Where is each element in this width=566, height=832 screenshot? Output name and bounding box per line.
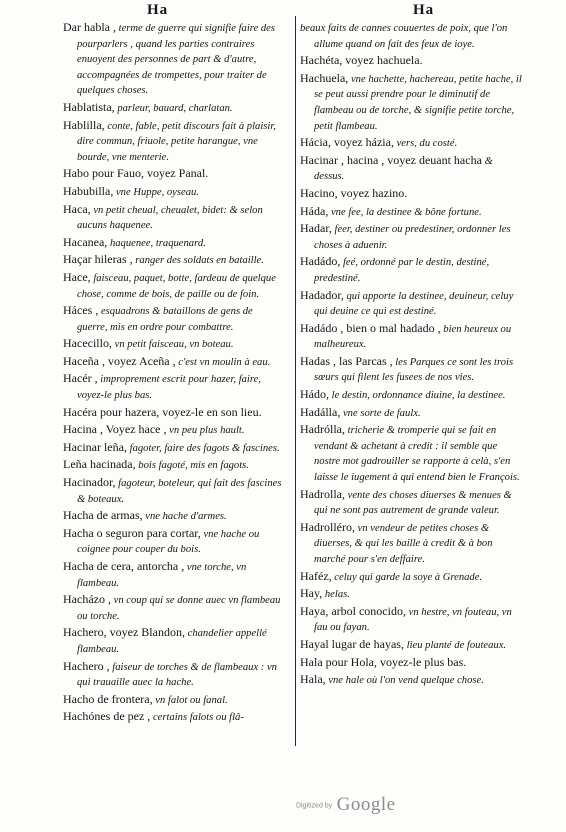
- dictionary-entry: [300, 153, 524, 185]
- dictionary-entry: [63, 526, 285, 558]
- entry-definition: vn hestre, vn fouteau, vn fau ou fayan.: [314, 606, 512, 634]
- dictionary-entry: [63, 692, 285, 709]
- entry-headword: Hachero ,: [63, 658, 110, 673]
- entry-definition: vn falot ou fanal.: [155, 694, 228, 706]
- entry-definition: c'est vn moulin à eau.: [178, 356, 271, 368]
- entry-definition: vne fee, la destinee & bône fortune.: [330, 206, 482, 218]
- dictionary-entry: [63, 336, 285, 353]
- dictionary-entry: [300, 135, 524, 152]
- entry-definition: bois fagoté, mis en fagots.: [138, 460, 249, 472]
- dictionary-entry: [63, 354, 285, 371]
- dictionary-entry: [63, 440, 285, 457]
- entry-headword: Hayal lugar de hayas,: [300, 636, 404, 651]
- left-column: [63, 20, 285, 727]
- entry-definition: parleur, bauard, charlatan.: [117, 102, 233, 114]
- dictionary-entry: [63, 709, 285, 726]
- entry-definition: vne hachette, hachereau, petite hache, il se peut aussi prendre pour le diminutif de flambeau ou de torche, & signifie petite torche, petit flambeau.: [314, 73, 522, 132]
- entry-headword: Dar habla ,: [63, 20, 116, 34]
- entry-definition: feé, ordonné par le destin, destiné, predestiné.: [314, 257, 490, 284]
- entry-headword: Hádo,: [300, 387, 329, 402]
- entry-definition: vn coup qui se donne auec vn flambeau ou torche.: [77, 595, 281, 622]
- dictionary-entry: [63, 422, 285, 439]
- dictionary-entry: [300, 487, 524, 519]
- entry-headword: Hacinador,: [63, 475, 116, 490]
- entry-definition: certains falots ou flâ-: [152, 712, 244, 724]
- dictionary-entry: [63, 659, 285, 691]
- entry-headword: Hala,: [300, 672, 326, 687]
- entry-headword: Hachónes de pez ,: [63, 709, 151, 724]
- dictionary-entry: [300, 71, 524, 134]
- dictionary-entry: [300, 53, 524, 70]
- entry-headword: Haca,: [63, 201, 91, 216]
- entry-headword: Leña hacinada,: [63, 457, 136, 472]
- entry-definition: fagoter, faire des fagots & fascines.: [129, 442, 280, 454]
- left-running-head: Ha: [147, 2, 169, 18]
- column-divider: [295, 16, 296, 746]
- dictionary-entry: [300, 354, 524, 386]
- entry-definition: qui apporte la destinee, deuineur, celuy qui deuine ce qui est destiné.: [314, 290, 514, 318]
- entry-headword: Hala pour Hola, voyez-le plus bas.: [300, 654, 467, 669]
- entry-headword: Hacecillo,: [63, 336, 112, 351]
- entry-headword: Hacho de frontera,: [63, 691, 153, 706]
- entry-definition: vne sorte de faulx.: [342, 407, 421, 419]
- entry-headword: Hadar,: [300, 221, 332, 236]
- dictionary-entry: [300, 520, 524, 568]
- dictionary-entry: [300, 321, 524, 353]
- entry-headword: Hay,: [300, 586, 323, 601]
- entry-headword: Hachuela,: [300, 70, 349, 85]
- entry-definition: vn vendeur de petites choses & diuerses, & qui les baille à credit & à bon marché pour s'en deffaire.: [314, 522, 493, 565]
- dictionary-entry: [63, 20, 285, 99]
- dictionary-entry: [63, 100, 285, 117]
- entry-headword: Hacina , Voyez hace ,: [63, 422, 167, 437]
- entry-definition: beaux faits de cannes couuertes de poix, que l'on allume quand on fait des feux de ioye.: [300, 23, 508, 50]
- dictionary-entry: [300, 569, 524, 586]
- entry-headword: Hacéra pour hazera, voyez-le en son lieu.: [63, 404, 262, 419]
- entry-definition: esquadrons & bataillons de gens de guerre, mis en ordre pour combattre.: [77, 306, 253, 333]
- entry-definition: ranger des soldats en bataille.: [135, 255, 264, 267]
- entry-definition: le destin, ordonnance diuine, la destinee.: [331, 390, 506, 402]
- entry-headword: Hacino, voyez hazino.: [300, 185, 408, 200]
- entry-definition: vn petit faisceau, vn boteau.: [114, 339, 234, 351]
- entry-headword: Hacha de armas,: [63, 508, 143, 523]
- entry-headword: Hacanea,: [63, 234, 108, 249]
- entry-definition: bien heureux ou malheureux.: [314, 323, 512, 351]
- entry-headword: Habo pour Fauo, voyez Panal.: [63, 166, 209, 181]
- entry-headword: Hachero, voyez Blandon,: [63, 625, 185, 640]
- dictionary-entry: [63, 475, 285, 507]
- dictionary-entry: [300, 186, 524, 203]
- entry-headword: Habubilla,: [63, 183, 114, 198]
- dictionary-entry: [63, 625, 285, 657]
- dictionary-entry: [63, 592, 285, 624]
- dictionary-entry: [300, 221, 524, 253]
- entry-definition: improprement escrit pour hazer, faire, voyez-le plus bas.: [77, 374, 261, 402]
- dictionary-entry: [63, 303, 285, 335]
- dictionary-entry: [300, 586, 524, 603]
- dictionary-entry: [300, 387, 524, 404]
- entry-headword: Haceña , voyez Aceña ,: [63, 353, 176, 368]
- entry-definition: feer, destiner ou predestiner, ordonner les choses à aduenir.: [314, 224, 511, 251]
- entry-definition: chandelier appellé flambeau.: [77, 628, 267, 655]
- dictionary-entry: [63, 405, 285, 422]
- right-column: [300, 20, 524, 690]
- dictionary-entry: [63, 166, 285, 183]
- entry-headword: Hadádo , bien o mal hadado ,: [300, 320, 441, 335]
- entry-headword: Hadas , las Parcas ,: [300, 353, 393, 368]
- dictionary-entry: [63, 371, 285, 403]
- entry-definition: terme de guerre qui signifie faire des pourparlers , quand les parties contraires enuoyent des personnes de part & d'autre, accompagnées de trompettes, pour traiter de quelques choses.: [77, 23, 275, 97]
- entry-headword: Hadálla,: [300, 404, 341, 419]
- entry-headword: Hablilla,: [63, 117, 105, 132]
- entry-headword: Hadádo,: [300, 254, 341, 269]
- entry-headword: Hacér ,: [63, 371, 98, 386]
- entry-definition: faiseur de torches & de flambeaux : vn qui trauaille auec la hache.: [77, 661, 277, 689]
- entry-definition: lieu planté de fouteaux.: [406, 639, 507, 651]
- entry-definition: fagoteur, boteleur, qui fait des fascines & boteaux.: [77, 478, 282, 505]
- dictionary-entry: [300, 254, 524, 286]
- entry-definition: conte, fable, petit discours fait à plaisir, dire commun, friuole, petite harangue, vne bourde, vne menterie.: [77, 120, 276, 163]
- entry-definition: les Parques ce sont les trois sœurs qui filent les fusees de nos vies.: [314, 356, 514, 384]
- entry-headword: Haya, arbol conocido,: [300, 603, 406, 618]
- entry-definition: helas.: [324, 589, 350, 601]
- dictionary-entry: [63, 508, 285, 525]
- entry-definition: vne Huppe, oyseau.: [115, 186, 199, 198]
- entry-definition: vn petit cheual, cheualet, bidet: & selon aucuns haquenee.: [77, 204, 263, 232]
- entry-headword: Hacházo ,: [63, 592, 111, 607]
- entry-headword: Hadrolla,: [300, 486, 345, 501]
- dictionary-entry: [63, 270, 285, 302]
- entry-headword: Hadrólla,: [300, 422, 345, 437]
- entry-definition: vne hale où l'on vend quelque chose.: [328, 675, 484, 687]
- entry-headword: Hadrolléro,: [300, 519, 355, 534]
- dictionary-entry: [300, 20, 524, 52]
- digitized-by-footer: [296, 794, 396, 816]
- entry-headword: Haféz,: [300, 568, 332, 583]
- entry-headword: Hace,: [63, 269, 91, 284]
- entry-headword: Hadador,: [300, 287, 344, 302]
- dictionary-entry: [300, 655, 524, 672]
- entry-headword: Hácia, voyez házia,: [300, 135, 394, 150]
- dictionary-entry: [300, 604, 524, 636]
- entry-headword: Hacinar , hacina , voyez deuant hacha: [300, 152, 482, 167]
- entry-headword: Hacha o seguron para cortar,: [63, 525, 201, 540]
- dictionary-entry: [300, 204, 524, 221]
- entry-headword: Háda,: [300, 203, 329, 218]
- entry-headword: Háces ,: [63, 303, 99, 318]
- entry-definition: faisceau, paquet, botte, fardeau de quelque chose, comme de bois, de paille ou de foin.: [77, 272, 276, 300]
- entry-definition: celuy qui garde la soye à Grenade.: [334, 571, 483, 583]
- dictionary-entry: [63, 235, 285, 252]
- dictionary-entry: [63, 118, 285, 166]
- dictionary-entry: [63, 457, 285, 474]
- entry-definition: vne hache d'armes.: [145, 511, 227, 523]
- entry-definition: vne torche, vn flambeau.: [77, 562, 247, 589]
- entry-definition: vers, du costé.: [396, 138, 458, 150]
- entry-headword: Haçar hileras ,: [63, 252, 133, 267]
- entry-headword: Hacinar leña,: [63, 439, 127, 454]
- dictionary-entry: [300, 422, 524, 485]
- dictionary-entry: [63, 559, 285, 591]
- entry-definition: haquenee, traquenard.: [109, 237, 206, 249]
- entry-headword: Hachéta, voyez hachuela.: [300, 53, 423, 68]
- entry-definition: tricherie & tromperie qui se fait en vendant & achetant à credit : il semble que nostre mot gadrouiller se rapporte à celà, s'en laisse le iugement à qui entend bien le François.: [314, 425, 520, 484]
- dictionary-entry: [300, 288, 524, 320]
- entry-definition: & dessus.: [314, 155, 493, 183]
- entry-headword: Hablatista,: [63, 99, 115, 114]
- dictionary-entry: [300, 637, 524, 654]
- dictionary-entry: [300, 405, 524, 422]
- entry-headword: Hacha de cera, antorcha ,: [63, 559, 185, 573]
- digitized-label: Digitized by: [296, 802, 333, 810]
- entry-definition: vente des choses diuerses & menues & qui ne sont pas autrement de grande valeur.: [314, 489, 512, 517]
- right-running-head: Ha: [413, 2, 435, 18]
- dictionary-entry: [300, 672, 524, 689]
- google-logo: Google: [336, 794, 396, 815]
- entry-definition: vne hache ou coignee pour couper du bois.: [77, 528, 260, 556]
- dictionary-entry: [63, 184, 285, 201]
- dictionary-entry: [63, 252, 285, 269]
- entry-definition: vn peu plus hault.: [169, 425, 245, 437]
- dictionary-entry: [63, 202, 285, 234]
